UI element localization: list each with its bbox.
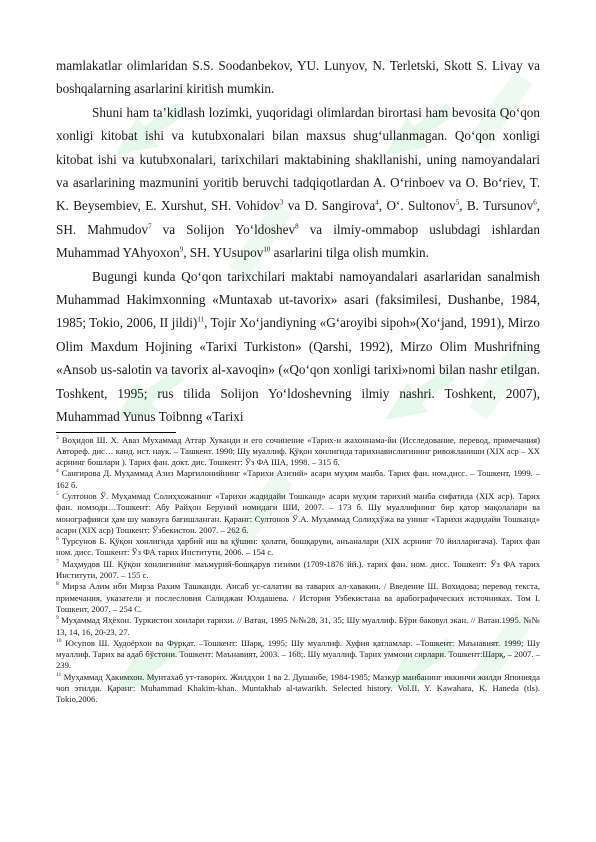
footnote (56, 468, 540, 491)
paragraph-text: va Solijon Yo‘ldoshev (151, 221, 296, 237)
footnote-text: Юсупов Ш. Худоёрхон ва Фурқат. –Тошкент: Шарқ, 1995; Шу муаллиф. Хуфия қатламлар. –Тошкент: Маънавият. 1999; Шу муаллиф. Тарих ва адаб бўстони. Тошкент: Маънавият, 2003. – 168;. Шу муаллиф. Тарих уммони сирлари. Тошкент:Шарқ, – 2007. – 239. (56, 637, 540, 671)
body-text (56, 54, 540, 429)
footnote-text: Воҳидов Ш. Х. Аваз Мухаммад Аттар Хуканди и его сочинение «Тарих-и жахоннама-йи (Исследование, перевод, примечания) Автореф. дис… канд. ист. наук. – Ташкент. 1990; Шу муаллиф. Қўқон хонлигида тарихнавислигининг ривожланиши (XIX аср – XX асрнинг бошлари ). Тарих фан. докт. дис. Тошкент: Ўз ФА ША, 1998. – 315 б. (56, 434, 540, 468)
paragraph-text: mamlakatlar olimlaridan S.S. Soodanbekov, YU. Lunyov, N. Terletski, Skott S. Livay va boshqalarning asarlarini kiritish mumkin. (56, 58, 540, 97)
paragraph-text: , SH. Mahmudov (56, 198, 540, 237)
paragraph-text: , SH. YUsupov (183, 245, 264, 261)
footnote-text: Маҳмудов Ш. Қўқон хонлигининг маъмурий-бошқарув тизими (1709-1876 йй.). тарих фан. ном. дисс. Тошкент: Ўз ФА тарих Институти, 2007. – 155 с. (56, 558, 540, 581)
footnote (56, 615, 540, 638)
footnote-text: Сангирова Д. Муҳаммад Азиз Марғилонийнинг «Тарихи Азизий» асари муҳим манба. Тарих фан. ном.дисс. – Тошкент, 1999. – 162 б. (56, 468, 540, 490)
footnote-ref[interactable]: 11 (197, 316, 205, 325)
footnote (56, 672, 540, 706)
paragraph-text: , O‘. Sultonov (378, 198, 456, 214)
paragraph-text: va ilmiy-ommabop uslubdagi ishlardan Muhammad YAhyoxon (56, 221, 541, 261)
footnote (56, 559, 540, 582)
footnote-ref[interactable]: 8 (295, 222, 299, 231)
footnote (56, 536, 540, 559)
footnote-divider (56, 432, 176, 433)
footnote-text: Муҳаммад Ҳакимхон. Мунтахаб ут-таворих. Жилдҳои 1 ва 2. Душанбе, 1984-1985; Мазкур манбанинг иккинчи жилди Японияда чоп этилди. Қаранг: Muhammad Khakim-khan. Muntakhab al-tawarikh. Selected history. Vol.II. Y. Kawahara, K. Haneda (tls). Tokio,2006. (56, 671, 540, 705)
footnote-number: 11 (56, 671, 62, 678)
paragraph-text: , B. Tursunov (459, 198, 534, 214)
footnote-ref[interactable]: 9 (179, 245, 184, 254)
footnote-number: 10 (56, 637, 62, 644)
paragraph-text: asarlarini tilga olish mumkin. (270, 245, 429, 261)
footnote (56, 638, 540, 672)
paragraph-text: va D. Sangirova (283, 198, 376, 214)
footnote-ref[interactable]: 4 (375, 199, 379, 208)
footnote-text: Мирза Алим ибн Мирза Рахим Ташканди. Ансаб ус-салатин ва таварих ал-хавакин. / Введение Ш. Вохидова; перевод текста, примечания, указатели и послесловия Салиджан Юлдашева. / История Узбекистана ва арабографических источниках. Том I. Тошкент, 2007. – 254 С. (56, 581, 540, 614)
paragraph (56, 101, 540, 265)
footnote (56, 581, 540, 615)
footnote-ref[interactable]: 5 (455, 199, 460, 208)
footnote-number: 7 (56, 558, 59, 565)
footnote-number: 5 (56, 491, 59, 498)
footnote-text: Муҳаммад Яҳёхон. Туркистон хонлари тарихи. // Ватан, 1995 №№28, 31, 35; Шу муаллиф. Бўри баковул экан. // Ватан.1995. №№ 13, 14, 16, 20-23, 27. (56, 615, 540, 637)
footnote-number: 3 (56, 434, 59, 441)
paragraph-text: Shuni ham ta’kidlash lozimki, yuqoridagi olimlardan birortasi ham bevosita Qo‘qon xonligi kitobat ishi va kutubxonalari bilan maxsus shug‘ullanmagan. Qo‘qon xonligi kitobat ishi va kutubxonalari, tarixchilari maktabining shakllanishi, uning namoyandalari va asarlarining mazmunini yoritib beruvchi tadqiqotlardan A. O‘rinboev va O. Bo‘riev, T. K. Beysembiev, E. Xurshut, SH. Vohidov (56, 104, 540, 214)
paragraph-text: Bugungi kunda Qo‘qon tarixchilari maktabi namoyandalari asarlaridan sanalmish Muhammad Hakimxonning «Muntaxab ut-tavorix» asari (faksimilesi, Dushanbe, 1984, 1985; Tokio, 2006, II jildi) (56, 268, 540, 331)
footnote-number: 4 (56, 468, 59, 475)
footnote-number: 9 (56, 615, 59, 622)
footnote (56, 491, 540, 536)
paragraph (56, 54, 540, 101)
footnote (56, 435, 540, 469)
footnote-ref[interactable]: 6 (533, 199, 537, 208)
document-page (56, 54, 540, 706)
paragraph (56, 265, 540, 429)
footnote-text: Турсунов Б. Қўқон хонлигида ҳарбий иш ва қўшин: ҳолати, бошқаруви, анъаналари (XIX асрнинг 70 йилларигача). Тарих фан ном. дисс. Тошкент: Ўз ФА тарих Институти, 2006. – 154 с. (56, 536, 540, 558)
footnotes (56, 435, 540, 706)
footnote-ref[interactable]: 7 (148, 222, 152, 231)
footnote-number: 6 (56, 536, 59, 543)
footnote-number: 8 (56, 581, 59, 588)
paragraph-text: , Tojir Xo‘jandiyning «G‘aroyibi sipoh»(Xo‘jand, 1991), Mirzo Olim Maxdum Hojining «Tarixi Turkiston» (Qarshi, 1992), Mirzo Olim Mushrifning «Ansob us-salotin va tavorix al-xavoqin» («Qo‘qon xonligi tarixi»nomi bilan nashr etilgan. Toshkent, 1995; rus tilida Solijon Yo‘ldoshevning ilmiy nashri. Toshkent, 2007), Muhammad Yunus Toibnng «Tarixi (56, 315, 540, 425)
footnote-text: Султонов Ў. Муҳаммад Солиҳхожанинг «Тарихи жадидайи Тошканд» асари муҳим тарихий манба сифатида (XIX аср). Тарих фан. номзоди…Тошкент: Абу Райҳон Беруний номидаги ШИ, 2007. – 173 б. Шу муаллифнинг бир қатор мақолалари ва монографияси ҳам шу мавзуга бағишланган. Қаранг: Султонов Ў.А. Муҳаммад Солиҳхўжа ва унинг «Тарихи жадидайи Тошканд» асари (XIX аср) Тошкент: Ўзбекистон. 2007. – 262 б. (56, 490, 540, 535)
footnote-ref[interactable]: 3 (279, 199, 284, 208)
footnote-ref[interactable]: 10 (263, 245, 271, 254)
